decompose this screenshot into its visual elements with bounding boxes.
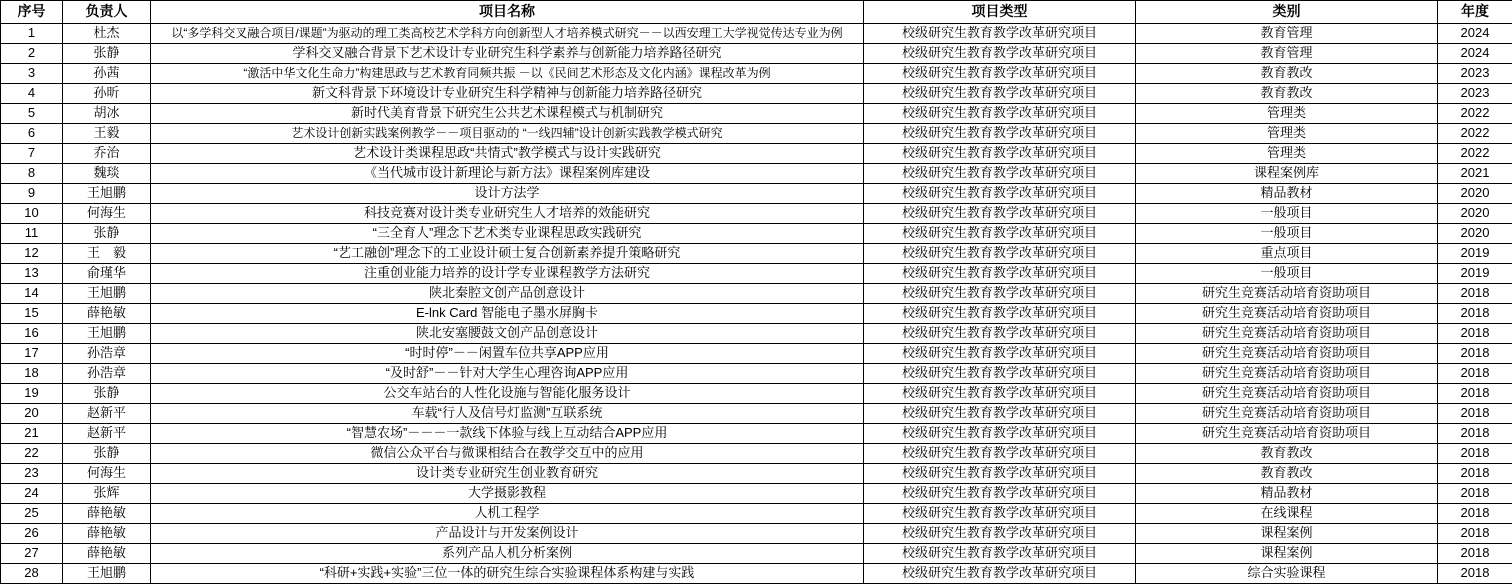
cell-year: 2018 — [1438, 444, 1512, 464]
table-row — [1, 364, 1512, 384]
cell-seq: 6 — [1, 124, 63, 144]
cell-seq: 8 — [1, 164, 63, 184]
cell-name: 设计方法学 — [151, 184, 864, 204]
cell-seq: 15 — [1, 304, 63, 324]
cell-type: 校级研究生教育教学改革研究项目 — [864, 344, 1136, 364]
cell-year: 2018 — [1438, 564, 1512, 584]
cell-name: 公交车站台的人性化设施与智能化服务设计 — [151, 384, 864, 404]
table-row — [1, 124, 1512, 144]
cell-category: 研究生竞赛活动培育资助项目 — [1136, 424, 1438, 444]
cell-seq: 18 — [1, 364, 63, 384]
cell-seq: 27 — [1, 544, 63, 564]
cell-category: 教育教改 — [1136, 84, 1438, 104]
cell-type: 校级研究生教育教学改革研究项目 — [864, 224, 1136, 244]
cell-name: 新时代美育背景下研究生公共艺术课程模式与机制研究 — [151, 104, 864, 124]
cell-type: 校级研究生教育教学改革研究项目 — [864, 24, 1136, 44]
table-row — [1, 304, 1512, 324]
table-header-row — [1, 1, 1512, 24]
cell-type: 校级研究生教育教学改革研究项目 — [864, 324, 1136, 344]
cell-year: 2018 — [1438, 524, 1512, 544]
cell-name: “激活中华文化生命力”构建思政与艺术教育同频共振 －以《民间艺术形态及文化内涵》课程改革为例 — [151, 64, 864, 84]
cell-name: 艺术设计类课程思政“共情式”教学模式与设计实践研究 — [151, 144, 864, 164]
cell-type: 校级研究生教育教学改革研究项目 — [864, 144, 1136, 164]
cell-name: E-lnk Card 智能电子墨水屏胸卡 — [151, 304, 864, 324]
cell-name: 车载“行人及信号灯监测”互联系统 — [151, 404, 864, 424]
cell-name: “智慧农场”－－－一款线下体验与线上互动结合APP应用 — [151, 424, 864, 444]
cell-owner: 王毅 — [63, 124, 151, 144]
table-row — [1, 144, 1512, 164]
cell-category: 教育管理 — [1136, 24, 1438, 44]
cell-year: 2023 — [1438, 64, 1512, 84]
cell-seq: 4 — [1, 84, 63, 104]
cell-owner: 王旭鹏 — [63, 564, 151, 584]
table-row — [1, 544, 1512, 564]
cell-year: 2018 — [1438, 324, 1512, 344]
cell-type: 校级研究生教育教学改革研究项目 — [864, 404, 1136, 424]
cell-year: 2020 — [1438, 224, 1512, 244]
column-header-seq: 序号 — [1, 1, 63, 24]
cell-seq: 3 — [1, 64, 63, 84]
cell-name: 人机工程学 — [151, 504, 864, 524]
table-row — [1, 284, 1512, 304]
cell-seq: 2 — [1, 44, 63, 64]
cell-seq: 1 — [1, 24, 63, 44]
cell-owner: 王 毅 — [63, 244, 151, 264]
table-row — [1, 44, 1512, 64]
table-row — [1, 84, 1512, 104]
cell-type: 校级研究生教育教学改革研究项目 — [864, 544, 1136, 564]
cell-category: 综合实验课程 — [1136, 564, 1438, 584]
cell-name: 新文科背景下环境设计专业研究生科学精神与创新能力培养路径研究 — [151, 84, 864, 104]
table-row — [1, 384, 1512, 404]
cell-year: 2020 — [1438, 204, 1512, 224]
cell-type: 校级研究生教育教学改革研究项目 — [864, 164, 1136, 184]
cell-owner: 张辉 — [63, 484, 151, 504]
cell-year: 2018 — [1438, 424, 1512, 444]
cell-seq: 9 — [1, 184, 63, 204]
table-row — [1, 344, 1512, 364]
cell-type: 校级研究生教育教学改革研究项目 — [864, 284, 1136, 304]
table-row — [1, 164, 1512, 184]
cell-name: 系列产品人机分析案例 — [151, 544, 864, 564]
cell-type: 校级研究生教育教学改革研究项目 — [864, 124, 1136, 144]
cell-type: 校级研究生教育教学改革研究项目 — [864, 304, 1136, 324]
cell-owner: 乔治 — [63, 144, 151, 164]
table-row — [1, 464, 1512, 484]
cell-seq: 17 — [1, 344, 63, 364]
cell-owner: 王旭鹏 — [63, 284, 151, 304]
cell-type: 校级研究生教育教学改革研究项目 — [864, 84, 1136, 104]
column-header-owner: 负责人 — [63, 1, 151, 24]
cell-type: 校级研究生教育教学改革研究项目 — [864, 204, 1136, 224]
cell-year: 2024 — [1438, 44, 1512, 64]
cell-type: 校级研究生教育教学改革研究项目 — [864, 444, 1136, 464]
cell-name: 科技竞赛对设计类专业研究生人才培养的效能研究 — [151, 204, 864, 224]
cell-name: “科研+实践+实验”三位一体的研究生综合实验课程体系构建与实践 — [151, 564, 864, 584]
cell-seq: 24 — [1, 484, 63, 504]
cell-seq: 26 — [1, 524, 63, 544]
table-row — [1, 204, 1512, 224]
cell-year: 2020 — [1438, 184, 1512, 204]
cell-name: 大学摄影教程 — [151, 484, 864, 504]
cell-category: 管理类 — [1136, 124, 1438, 144]
cell-category: 研究生竞赛活动培育资助项目 — [1136, 404, 1438, 424]
cell-seq: 12 — [1, 244, 63, 264]
cell-category: 研究生竞赛活动培育资助项目 — [1136, 284, 1438, 304]
column-header-category: 类别 — [1136, 1, 1438, 24]
cell-name: 陕北安塞腰鼓文创产品创意设计 — [151, 324, 864, 344]
cell-seq: 20 — [1, 404, 63, 424]
cell-year: 2018 — [1438, 464, 1512, 484]
cell-type: 校级研究生教育教学改革研究项目 — [864, 64, 1136, 84]
cell-category: 在线课程 — [1136, 504, 1438, 524]
cell-category: 研究生竞赛活动培育资助项目 — [1136, 324, 1438, 344]
cell-category: 课程案例库 — [1136, 164, 1438, 184]
cell-owner: 薛艳敏 — [63, 544, 151, 564]
table-row — [1, 404, 1512, 424]
cell-type: 校级研究生教育教学改革研究项目 — [864, 484, 1136, 504]
cell-category: 一般项目 — [1136, 204, 1438, 224]
cell-name: 《当代城市设计新理论与新方法》课程案例库建设 — [151, 164, 864, 184]
cell-year: 2018 — [1438, 484, 1512, 504]
cell-type: 校级研究生教育教学改革研究项目 — [864, 44, 1136, 64]
cell-year: 2018 — [1438, 404, 1512, 424]
cell-year: 2022 — [1438, 144, 1512, 164]
cell-category: 管理类 — [1136, 144, 1438, 164]
cell-category: 研究生竞赛活动培育资助项目 — [1136, 344, 1438, 364]
cell-owner: 赵新平 — [63, 424, 151, 444]
cell-type: 校级研究生教育教学改革研究项目 — [864, 464, 1136, 484]
cell-name: 艺术设计创新实践案例教学－－项目驱动的 “一线四辅”设计创新实践教学模式研究 — [151, 124, 864, 144]
cell-year: 2018 — [1438, 384, 1512, 404]
cell-seq: 19 — [1, 384, 63, 404]
cell-name: 陕北秦腔文创产品创意设计 — [151, 284, 864, 304]
cell-name: 注重创业能力培养的设计学专业课程教学方法研究 — [151, 264, 864, 284]
cell-year: 2021 — [1438, 164, 1512, 184]
cell-year: 2018 — [1438, 344, 1512, 364]
cell-category: 一般项目 — [1136, 224, 1438, 244]
cell-owner: 张静 — [63, 384, 151, 404]
cell-type: 校级研究生教育教学改革研究项目 — [864, 424, 1136, 444]
cell-owner: 孙浩章 — [63, 344, 151, 364]
cell-category: 课程案例 — [1136, 524, 1438, 544]
cell-category: 研究生竞赛活动培育资助项目 — [1136, 364, 1438, 384]
table-row — [1, 104, 1512, 124]
cell-seq: 10 — [1, 204, 63, 224]
cell-category: 一般项目 — [1136, 264, 1438, 284]
cell-year: 2018 — [1438, 364, 1512, 384]
cell-seq: 11 — [1, 224, 63, 244]
cell-owner: 张静 — [63, 444, 151, 464]
cell-category: 研究生竞赛活动培育资助项目 — [1136, 384, 1438, 404]
cell-owner: 张静 — [63, 44, 151, 64]
table-row — [1, 324, 1512, 344]
cell-owner: 杜杰 — [63, 24, 151, 44]
table-row — [1, 64, 1512, 84]
cell-owner: 张静 — [63, 224, 151, 244]
cell-owner: 赵新平 — [63, 404, 151, 424]
cell-year: 2024 — [1438, 24, 1512, 44]
cell-name: 设计类专业研究生创业教育研究 — [151, 464, 864, 484]
cell-type: 校级研究生教育教学改革研究项目 — [864, 264, 1136, 284]
cell-category: 教育教改 — [1136, 464, 1438, 484]
cell-name: 产品设计与开发案例设计 — [151, 524, 864, 544]
cell-type: 校级研究生教育教学改革研究项目 — [864, 104, 1136, 124]
cell-owner: 孙昕 — [63, 84, 151, 104]
cell-year: 2018 — [1438, 284, 1512, 304]
cell-owner: 薛艳敏 — [63, 304, 151, 324]
table-row — [1, 564, 1512, 584]
cell-seq: 7 — [1, 144, 63, 164]
cell-year: 2018 — [1438, 544, 1512, 564]
cell-owner: 薛艳敏 — [63, 504, 151, 524]
cell-name: “三全育人”理念下艺术类专业课程思政实践研究 — [151, 224, 864, 244]
cell-owner: 俞瑾华 — [63, 264, 151, 284]
cell-owner: 薛艳敏 — [63, 524, 151, 544]
cell-owner: 孙浩章 — [63, 364, 151, 384]
cell-name: “艺工融创”理念下的工业设计硕士复合创新素养提升策略研究 — [151, 244, 864, 264]
table-row — [1, 424, 1512, 444]
cell-seq: 23 — [1, 464, 63, 484]
cell-year: 2019 — [1438, 244, 1512, 264]
cell-category: 精品教材 — [1136, 484, 1438, 504]
cell-year: 2018 — [1438, 504, 1512, 524]
cell-category: 重点项目 — [1136, 244, 1438, 264]
cell-seq: 5 — [1, 104, 63, 124]
cell-seq: 14 — [1, 284, 63, 304]
table-row — [1, 224, 1512, 244]
cell-type: 校级研究生教育教学改革研究项目 — [864, 564, 1136, 584]
cell-category: 课程案例 — [1136, 544, 1438, 564]
cell-type: 校级研究生教育教学改革研究项目 — [864, 384, 1136, 404]
table-row — [1, 264, 1512, 284]
table-row — [1, 244, 1512, 264]
cell-category: 管理类 — [1136, 104, 1438, 124]
cell-year: 2019 — [1438, 264, 1512, 284]
cell-seq: 25 — [1, 504, 63, 524]
cell-category: 教育教改 — [1136, 444, 1438, 464]
cell-category: 精品教材 — [1136, 184, 1438, 204]
cell-owner: 孙茜 — [63, 64, 151, 84]
cell-year: 2022 — [1438, 124, 1512, 144]
cell-year: 2018 — [1438, 304, 1512, 324]
cell-seq: 28 — [1, 564, 63, 584]
cell-name: “及时舒”－－针对大学生心理咨询APP应用 — [151, 364, 864, 384]
cell-type: 校级研究生教育教学改革研究项目 — [864, 504, 1136, 524]
cell-type: 校级研究生教育教学改革研究项目 — [864, 364, 1136, 384]
cell-name: 学科交叉融合背景下艺术设计专业研究生科学素养与创新能力培养路径研究 — [151, 44, 864, 64]
column-header-year: 年度 — [1438, 1, 1512, 24]
cell-owner: 魏琰 — [63, 164, 151, 184]
cell-owner: 何海生 — [63, 204, 151, 224]
column-header-type: 项目类型 — [864, 1, 1136, 24]
table-row — [1, 524, 1512, 544]
cell-type: 校级研究生教育教学改革研究项目 — [864, 244, 1136, 264]
cell-type: 校级研究生教育教学改革研究项目 — [864, 524, 1136, 544]
cell-seq: 21 — [1, 424, 63, 444]
cell-owner: 王旭鹏 — [63, 324, 151, 344]
cell-name: “时时停”－－闲置车位共享APP应用 — [151, 344, 864, 364]
table-row — [1, 184, 1512, 204]
table-row — [1, 484, 1512, 504]
cell-type: 校级研究生教育教学改革研究项目 — [864, 184, 1136, 204]
table-row — [1, 444, 1512, 464]
table-row — [1, 504, 1512, 524]
cell-year: 2023 — [1438, 84, 1512, 104]
column-header-name: 项目名称 — [151, 1, 864, 24]
cell-category: 教育教改 — [1136, 64, 1438, 84]
cell-seq: 22 — [1, 444, 63, 464]
cell-owner: 王旭鹏 — [63, 184, 151, 204]
cell-name: 以“多学科交叉融合项目/课题”为驱动的理工类高校艺术学科方向创新型人才培养模式研究－－以西安理工大学视觉传达专业为例 — [151, 24, 864, 44]
cell-name: 微信公众平台与微课相结合在教学交互中的应用 — [151, 444, 864, 464]
cell-category: 教育管理 — [1136, 44, 1438, 64]
cell-year: 2022 — [1438, 104, 1512, 124]
cell-seq: 13 — [1, 264, 63, 284]
cell-owner: 何海生 — [63, 464, 151, 484]
cell-seq: 16 — [1, 324, 63, 344]
cell-category: 研究生竞赛活动培育资助项目 — [1136, 304, 1438, 324]
cell-owner: 胡冰 — [63, 104, 151, 124]
table-row — [1, 24, 1512, 44]
